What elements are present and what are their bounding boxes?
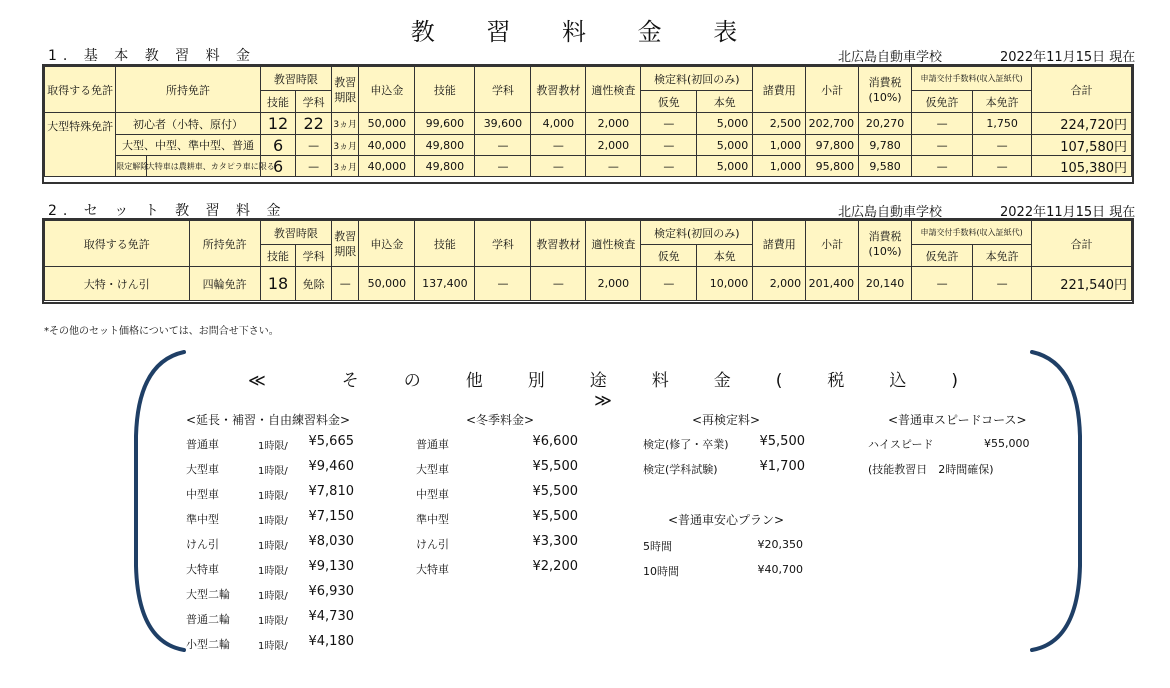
- item-unit: 1時限/: [258, 541, 288, 552]
- academic-hours: —: [296, 135, 332, 156]
- item-unit: 1時限/: [258, 566, 288, 577]
- winter-list: [416, 434, 596, 584]
- item-price: ¥4,730: [308, 609, 354, 624]
- hdr-license-to-get: 取得する免許: [45, 67, 116, 113]
- skill-hours: 18: [260, 267, 296, 301]
- stamp-main: —: [973, 156, 1032, 177]
- misc-fee: 2,500: [753, 113, 806, 135]
- hdr-stamp-temp: 仮免許: [912, 245, 973, 267]
- held-license: 四輪免許: [189, 267, 260, 301]
- item-price: ¥40,700: [757, 563, 803, 576]
- speed-heading: <普通車スピードコース>: [888, 413, 1027, 427]
- academic-fee: 39,600: [475, 113, 531, 135]
- academic-fee: —: [475, 267, 531, 301]
- item-price: ¥5,500: [759, 434, 805, 449]
- list-item: [186, 534, 376, 559]
- hdr-academic: 学科: [296, 245, 332, 267]
- speed-price: ¥55,000: [984, 437, 1030, 450]
- table-row: [45, 156, 1132, 177]
- item-price: ¥1,700: [759, 459, 805, 474]
- hdr-academic: 学科: [296, 91, 332, 113]
- academic-hours: 22: [296, 113, 332, 135]
- stamp-temp: —: [912, 113, 973, 135]
- hdr-aptitude: 適性検査: [586, 67, 641, 113]
- list-item: [186, 484, 376, 509]
- temp-exam-fee: —: [641, 156, 697, 177]
- hdr-lesson-hours: 教習時限: [260, 67, 331, 91]
- item-name: 検定(修了・卒業): [643, 438, 729, 451]
- stamp-main: —: [973, 135, 1032, 156]
- skill-hours: 6: [260, 135, 296, 156]
- academic-fee: —: [475, 156, 531, 177]
- item-unit: 1時限/: [258, 516, 288, 527]
- hdr-misc: 諸費用: [753, 221, 806, 267]
- list-item: [643, 561, 815, 586]
- left-bracket: [128, 346, 188, 656]
- extension-list: [186, 434, 376, 659]
- item-price: ¥2,200: [532, 559, 578, 574]
- table-row: [45, 113, 1132, 135]
- hdr-skill: 技能: [260, 91, 296, 113]
- hdr-stamp-main: 本免許: [973, 245, 1032, 267]
- hdr-skill-fee: 技能: [415, 67, 475, 113]
- list-item: [416, 509, 596, 534]
- aptitude-fee: 2,000: [586, 135, 641, 156]
- hdr-lesson-hours: 教習時限: [260, 221, 331, 245]
- set-price-note: *その他のセット価格については、お問合せ下さい。: [44, 326, 279, 337]
- total: 221,540円: [1032, 267, 1132, 301]
- list-item: [186, 609, 376, 634]
- license-to-get: 大特・けん引: [45, 267, 190, 301]
- item-name: 普通車: [186, 438, 219, 451]
- item-name: 中型車: [416, 488, 449, 501]
- hdr-license-held: 所持免許: [189, 221, 260, 267]
- main-exam-fee: 5,000: [697, 135, 753, 156]
- hdr-subtotal: 小計: [806, 221, 859, 267]
- skill-fee: 49,800: [415, 156, 475, 177]
- item-price: ¥6,600: [532, 434, 578, 449]
- hdr-period: 教習期限: [331, 221, 358, 267]
- item-name: 大型車: [416, 463, 449, 476]
- tax: 9,780: [859, 135, 912, 156]
- main-exam-fee: 5,000: [697, 156, 753, 177]
- item-price: ¥5,665: [308, 434, 354, 449]
- subtotal: 201,400: [806, 267, 859, 301]
- hdr-main: 本免: [697, 91, 753, 113]
- academic-fee: —: [475, 135, 531, 156]
- subtotal: 202,700: [806, 113, 859, 135]
- item-price: ¥3,300: [532, 534, 578, 549]
- item-price: ¥5,500: [532, 509, 578, 524]
- basic-fee-table: [44, 66, 1132, 177]
- period: —: [331, 267, 358, 301]
- item-unit: 1時限/: [258, 491, 288, 502]
- hdr-misc: 諸費用: [753, 67, 806, 113]
- skill-fee: 137,400: [415, 267, 475, 301]
- hdr-exam-fee: 検定料(初回のみ): [641, 67, 753, 91]
- main-exam-fee: 5,000: [697, 113, 753, 135]
- list-item: [186, 434, 376, 459]
- hdr-stamp: 申請交付手数料(収入証紙代): [912, 221, 1032, 245]
- misc-fee: 1,000: [753, 135, 806, 156]
- subtotal: 97,800: [806, 135, 859, 156]
- hdr-aptitude: 適性検査: [586, 221, 641, 267]
- hdr-period: 教習期限: [331, 67, 358, 113]
- reexam-heading: <再検定料>: [692, 413, 761, 427]
- page-title: 教 習 料 金 表: [410, 18, 760, 46]
- academic-hours: —: [296, 156, 332, 177]
- application-fee: 40,000: [359, 135, 415, 156]
- item-name: けん引: [186, 538, 219, 551]
- item-unit: 1時限/: [258, 466, 288, 477]
- list-item: [186, 509, 376, 534]
- list-item: [186, 559, 376, 584]
- total: 107,580円: [1032, 135, 1132, 156]
- application-fee: 50,000: [359, 113, 415, 135]
- current-date: 2022年11月15日 現在: [1000, 50, 1136, 65]
- list-item: [186, 634, 376, 659]
- aptitude-fee: 2,000: [586, 113, 641, 135]
- hdr-academic-fee: 学科: [475, 221, 531, 267]
- item-name: 中型車: [186, 488, 219, 501]
- school-name: 北広島自動車学校: [838, 205, 943, 220]
- item-price: ¥9,130: [308, 559, 354, 574]
- total: 224,720円: [1032, 113, 1132, 135]
- hdr-application: 申込金: [359, 67, 415, 113]
- table-row: [45, 267, 1132, 301]
- item-price: ¥5,500: [532, 459, 578, 474]
- item-name: 普通車: [416, 438, 449, 451]
- item-price: ¥9,460: [308, 459, 354, 474]
- materials-fee: —: [531, 156, 586, 177]
- item-name: 5時間: [643, 540, 672, 553]
- misc-fee: 1,000: [753, 156, 806, 177]
- skill-fee: 49,800: [415, 135, 475, 156]
- item-price: ¥8,030: [308, 534, 354, 549]
- basic-section-title: 1. 基 本 教 習 料 金: [48, 48, 257, 64]
- skill-hours: 6: [260, 156, 296, 177]
- speed-detail: (技能教習日 2時間確保): [868, 463, 994, 476]
- subtotal: 95,800: [806, 156, 859, 177]
- set-fee-table: [44, 220, 1132, 301]
- stamp-temp: —: [912, 135, 973, 156]
- tax: 9,580: [859, 156, 912, 177]
- held-license: 大型、中型、準中型、普通: [116, 135, 261, 156]
- stamp-temp: —: [912, 267, 973, 301]
- set-section-title: 2. セ ッ ト 教 習 料 金: [48, 203, 287, 219]
- aptitude-fee: —: [586, 156, 641, 177]
- academic-hours: 免除: [296, 267, 332, 301]
- list-item: [186, 584, 376, 609]
- hdr-total: 合計: [1032, 67, 1132, 113]
- school-name: 北広島自動車学校: [838, 50, 943, 65]
- hdr-tax: 消費税(10%): [859, 67, 912, 113]
- license-label: 大型特殊免許: [45, 113, 116, 177]
- stamp-main: —: [973, 267, 1032, 301]
- hdr-tax: 消費税(10%): [859, 221, 912, 267]
- hdr-stamp-main: 本免許: [973, 91, 1032, 113]
- hdr-subtotal: 小計: [806, 67, 859, 113]
- item-price: ¥20,350: [757, 538, 803, 551]
- period: 3ヵ月: [331, 135, 358, 156]
- hdr-total: 合計: [1032, 221, 1132, 267]
- item-name: 大特車: [186, 563, 219, 576]
- item-name: 大型二輪: [186, 588, 230, 601]
- list-item: [416, 459, 596, 484]
- list-item: [416, 534, 596, 559]
- limited-tag: 限定解除: [116, 156, 147, 177]
- other-fees-title: ≪ そ の 他 別 途 料 金 ( 税 込 ) ≫: [247, 371, 1035, 411]
- hdr-stamp: 申請交付手数料(収入証紙代): [912, 67, 1032, 91]
- list-item: [416, 484, 596, 509]
- temp-exam-fee: —: [641, 135, 697, 156]
- item-price: ¥5,500: [532, 484, 578, 499]
- materials-fee: —: [531, 135, 586, 156]
- temp-exam-fee: —: [641, 113, 697, 135]
- list-item: [186, 459, 376, 484]
- hdr-stamp-temp: 仮免許: [912, 91, 973, 113]
- item-name: 小型二輪: [186, 638, 230, 651]
- list-item: [643, 434, 815, 459]
- item-price: ¥7,150: [308, 509, 354, 524]
- hdr-exam-fee: 検定料(初回のみ): [641, 221, 753, 245]
- main-exam-fee: 10,000: [697, 267, 753, 301]
- anshin-heading: <普通車安心プラン>: [668, 513, 785, 527]
- item-unit: 1時限/: [258, 591, 288, 602]
- hdr-materials: 教習教材: [531, 67, 586, 113]
- hdr-skill-fee: 技能: [415, 221, 475, 267]
- tax: 20,270: [859, 113, 912, 135]
- hdr-temp: 仮免: [641, 245, 697, 267]
- item-name: 大特車: [416, 563, 449, 576]
- aptitude-fee: 2,000: [586, 267, 641, 301]
- list-item: [643, 536, 815, 561]
- period: 3ヵ月: [331, 156, 358, 177]
- held-license: 初心者（小特、原付）: [116, 113, 261, 135]
- period: 3ヵ月: [331, 113, 358, 135]
- hdr-temp: 仮免: [641, 91, 697, 113]
- temp-exam-fee: —: [641, 267, 697, 301]
- item-name: 普通二輪: [186, 613, 230, 626]
- item-name: 準中型: [416, 513, 449, 526]
- list-item: [416, 559, 596, 584]
- item-name: 準中型: [186, 513, 219, 526]
- hdr-license-to-get: 取得する免許: [45, 221, 190, 267]
- item-unit: 1時限/: [258, 441, 288, 452]
- stamp-temp: —: [912, 156, 973, 177]
- extension-heading: <延長・補習・自由練習料金>: [186, 413, 351, 427]
- application-fee: 40,000: [359, 156, 415, 177]
- application-fee: 50,000: [359, 267, 415, 301]
- reexam-list: [643, 434, 815, 484]
- materials-fee: —: [531, 267, 586, 301]
- right-bracket: [1028, 346, 1088, 656]
- stamp-main: 1,750: [973, 113, 1032, 135]
- item-price: ¥6,930: [308, 584, 354, 599]
- item-price: ¥4,180: [308, 634, 354, 649]
- speed-name: ハイスピード: [868, 438, 934, 451]
- item-price: ¥7,810: [308, 484, 354, 499]
- skill-fee: 99,600: [415, 113, 475, 135]
- table-row: [45, 135, 1132, 156]
- anshin-list: [643, 536, 815, 586]
- item-unit: 1時限/: [258, 616, 288, 627]
- list-item: [416, 434, 596, 459]
- item-name: 大型車: [186, 463, 219, 476]
- tax: 20,140: [859, 267, 912, 301]
- item-name: けん引: [416, 538, 449, 551]
- current-date: 2022年11月15日 現在: [1000, 205, 1136, 220]
- hdr-license-held: 所持免許: [116, 67, 261, 113]
- list-item: [643, 459, 815, 484]
- misc-fee: 2,000: [753, 267, 806, 301]
- item-name: 10時間: [643, 565, 679, 578]
- hdr-materials: 教習教材: [531, 221, 586, 267]
- item-name: 検定(学科試験): [643, 463, 718, 476]
- held-license: 大特車は農耕車、カタピラ車に限る: [146, 156, 260, 177]
- hdr-skill: 技能: [260, 245, 296, 267]
- hdr-academic-fee: 学科: [475, 67, 531, 113]
- hdr-main: 本免: [697, 245, 753, 267]
- winter-heading: <冬季料金>: [466, 413, 535, 427]
- total: 105,380円: [1032, 156, 1132, 177]
- skill-hours: 12: [260, 113, 296, 135]
- materials-fee: 4,000: [531, 113, 586, 135]
- item-unit: 1時限/: [258, 641, 288, 652]
- hdr-application: 申込金: [359, 221, 415, 267]
